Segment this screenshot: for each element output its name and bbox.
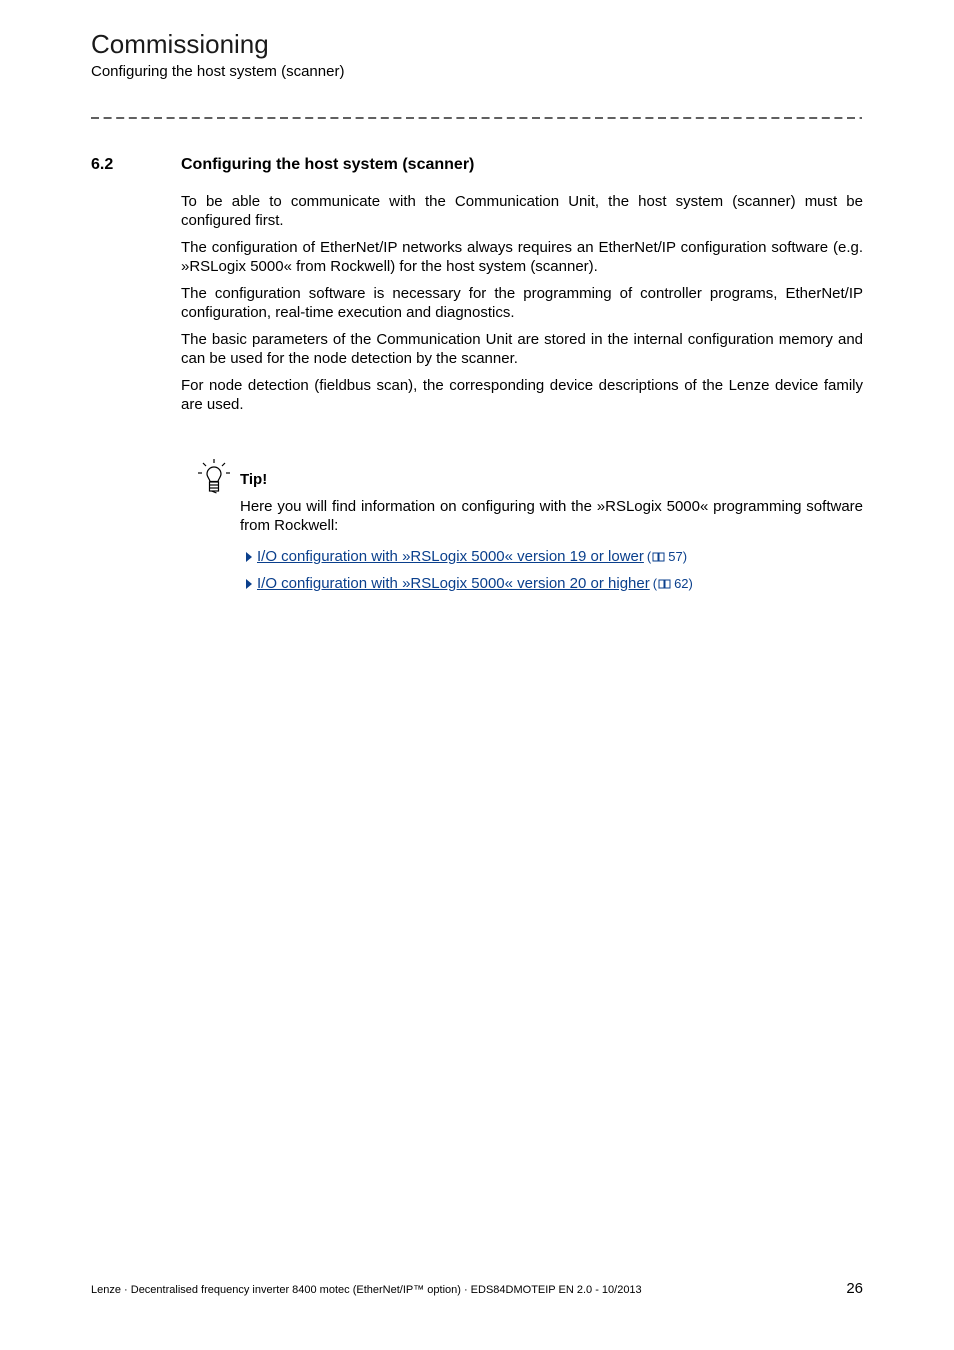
section-title: Configuring the host system (scanner) [181, 156, 475, 173]
page-ref-number: 57 [668, 548, 683, 564]
section-number: 6.2 [91, 156, 114, 173]
paragraph: The basic parameters of the Communication Unit are stored in the internal configuration memory and can be used for the node detection by the scanner. [181, 331, 863, 367]
page-reference-link[interactable]: ( 62 ) [653, 574, 693, 594]
book-icon [658, 579, 671, 589]
link-rslogix-v19[interactable]: I/O configuration with »RSLogix 5000« version 19 or lower [257, 547, 644, 565]
chapter-subtitle: Configuring the host system (scanner) [91, 63, 345, 80]
footer-text: Lenze · Decentralised frequency inverter 8400 motec (EtherNet/IP™ option) · EDS84DMOTEIP EN 2.0 - 10/2013 [91, 1284, 642, 1296]
book-icon [652, 552, 665, 562]
paragraph: The configuration of EtherNet/IP networks always requires an EtherNet/IP configuration software (e.g. »RSLogix 5000« from Rockwell) for the host system (scanner). [181, 239, 863, 275]
tip-link-item [240, 543, 863, 570]
arrow-right-icon [246, 579, 252, 589]
tip-link-list [240, 543, 863, 597]
page-number: 26 [846, 1280, 863, 1297]
tip-text: Here you will find information on configuring with the »RSLogix 5000« programming software from Rockwell: [240, 498, 863, 534]
header-divider [91, 110, 862, 122]
paragraph: For node detection (fieldbus scan), the corresponding device descriptions of the Lenze device family are used. [181, 377, 863, 413]
chapter-title: Commissioning [91, 29, 269, 59]
link-rslogix-v20[interactable]: I/O configuration with »RSLogix 5000« version 20 or higher [257, 574, 650, 592]
tip-link-item [240, 570, 863, 597]
tip-label: Tip! [240, 471, 268, 488]
arrow-right-icon [246, 552, 252, 562]
lightbulb-icon [196, 458, 232, 496]
paragraph: To be able to communicate with the Communication Unit, the host system (scanner) must be configured first. [181, 193, 863, 229]
paragraph: The configuration software is necessary for the programming of controller programs, EtherNet/IP configuration, real-time execution and diagnostics. [181, 285, 863, 321]
page-reference-link[interactable]: ( 57 ) [647, 547, 687, 567]
body-text [181, 192, 863, 422]
page-ref-number: 62 [674, 575, 689, 591]
